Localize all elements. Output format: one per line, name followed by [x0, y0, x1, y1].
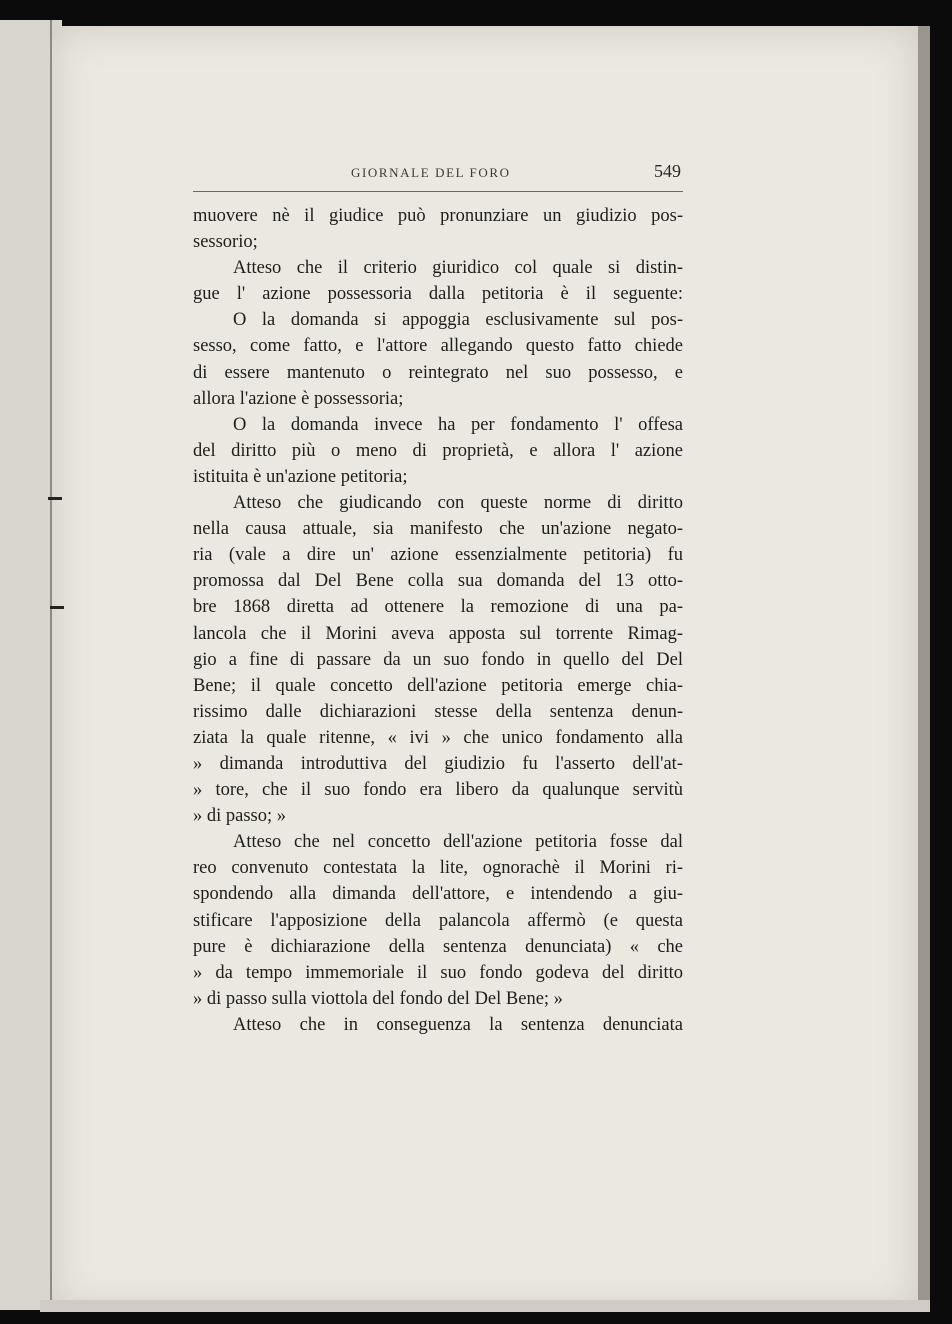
text-line: gue l' azione possessoria dalla petitoria è il seguente: [193, 284, 683, 305]
text-line: ria (vale a dire un' azione essenzialmente petitoria) fu [193, 545, 683, 566]
text-line: istituita è un'azione petitoria; [193, 466, 408, 487]
text-line: del diritto più o meno di proprietà, e allora l' azione [193, 440, 683, 461]
page-header [193, 161, 683, 187]
text-line: Atteso che nel concetto dell'azione petitoria fosse dal [233, 832, 683, 853]
text-line: lancola che il Morini aveva apposta sul torrente Rimag- [193, 623, 683, 644]
text-line: allora l'azione è possessoria; [193, 388, 404, 409]
text-line: nella causa attuale, sia manifesto che un'azione negato- [193, 519, 683, 540]
margin-mark [48, 497, 62, 500]
text-line: Bene; il quale concetto dell'azione petitoria emerge chia- [193, 675, 683, 696]
text-line: gio a fine di passare da un suo fondo in quello del Del [193, 649, 683, 670]
text-line: » di passo sulla viottola del fondo del Del Bene; » [193, 988, 563, 1009]
page-edge-bottom [40, 1300, 930, 1312]
text-line: muovere nè il giudice può pronunziare un giudizio pos- [193, 206, 683, 226]
page-edge-right [918, 26, 930, 1312]
text-line: sesso, come fatto, e l'attore allegando questo fatto chiede [193, 336, 683, 357]
text-line: Atteso che giudicando con queste norme di diritto [233, 493, 683, 514]
text-line: » tore, che il suo fondo era libero da qualunque servitù [193, 780, 683, 801]
body-text [193, 203, 683, 1038]
text-line: bre 1868 diretta ad ottenere la remozione di una pa- [193, 597, 683, 618]
page-number: 549 [654, 161, 681, 181]
text-line: reo convenuto contestata la lite, ognorachè il Morini ri- [193, 858, 683, 879]
text-line: » dimanda introduttiva del giudizio fu l'asserto dell'at- [193, 753, 683, 774]
text-line: » da tempo immemoriale il suo fondo godeva del diritto [193, 962, 683, 983]
text-line: pure è dichiarazione della sentenza denunciata) « che [193, 936, 683, 957]
text-line: O la domanda invece ha per fondamento l' offesa [233, 414, 683, 435]
text-line: Atteso che il criterio giuridico col quale si distin- [233, 258, 683, 279]
text-line: rissimo dalle dichiarazioni stesse della sentenza denun- [193, 701, 683, 722]
margin-mark [50, 606, 64, 609]
text-line: promossa dal Del Bene colla sua domanda del 13 otto- [193, 571, 683, 592]
text-line: » di passo; » [193, 806, 287, 827]
text-line: Atteso che in conseguenza la sentenza denunciata [233, 1014, 683, 1035]
running-title: GIORNALE DEL FORO [351, 165, 511, 180]
text-line: ziata la quale ritenne, « ivi » che unico fondamento alla [193, 727, 683, 748]
text-line: stificare l'apposizione della palancola affermò (e questa [193, 910, 683, 931]
text-line: sessorio; [193, 232, 258, 253]
header-rule [193, 191, 683, 192]
text-line: di essere mantenuto o reintegrato nel suo possesso, e [193, 362, 683, 383]
text-line: spondendo alla dimanda dell'attore, e intendendo a giu- [193, 884, 683, 905]
text-line: O la domanda si appoggia esclusivamente sul pos- [233, 310, 683, 331]
